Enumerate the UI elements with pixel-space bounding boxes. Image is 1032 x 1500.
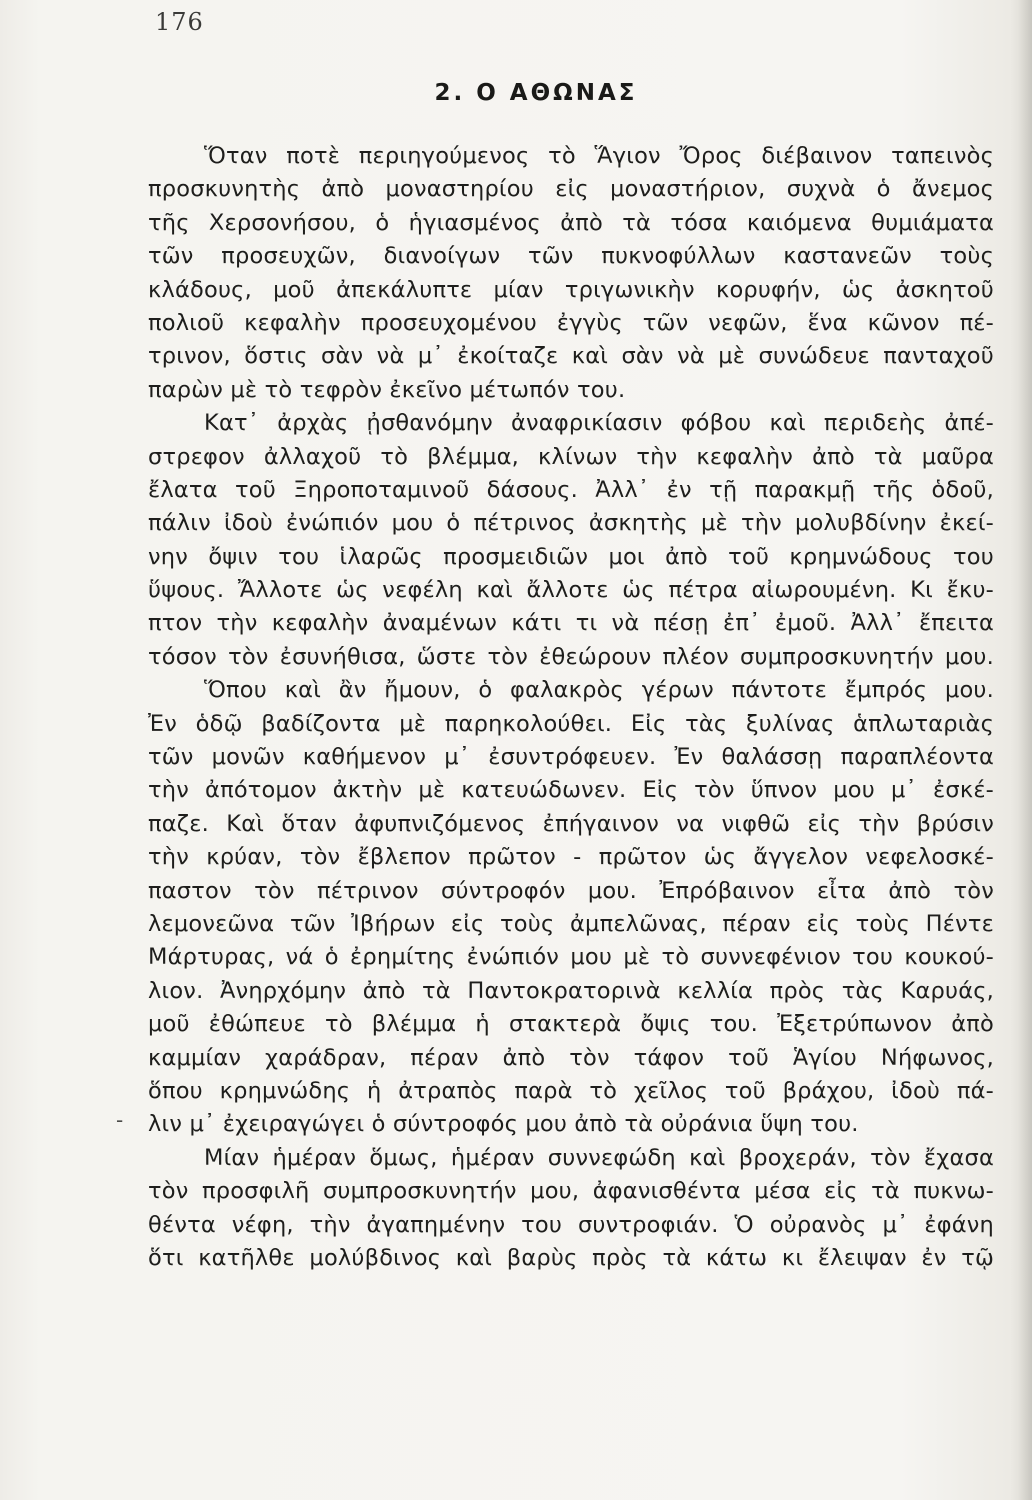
text-line: λιν μ᾿ ἐχειραγώγει ὁ σύντροφός μου ἀπὸ τὰ οὐράνια ὕψη του. [148, 1111, 859, 1138]
text-line: ἔλατα τοῦ Ξηροποταμινοῦ δάσους. Ἀλλ᾿ ἐν τῇ παρακμῇ τῆς ὁδοῦ, [148, 476, 994, 503]
text-line: τὸν προσφιλῆ συμπροσκυνητήν μου, ἀφανισθέντα μέσα εἰς τὰ πυκνω- [148, 1178, 994, 1205]
text-line: πάλιν ἰδοὺ ἐνώπιόν μου ὁ πέτρινος ἀσκητὴς μὲ τὴν μολυβδίνην ἐκεί- [148, 510, 994, 537]
text-line: στρεφον ἀλλαχοῦ τὸ βλέμμα, κλίνων τὴν κεφαλὴν ἀπὸ τὰ μαῦρα [148, 443, 994, 470]
text-line: λεμονεῶνα τῶν Ἰβήρων εἰς τοὺς ἀμπελῶνας, πέραν εἰς τοὺς Πέντε [148, 910, 994, 937]
text-line: τὴν κρύαν, τὸν ἔβλεπον πρῶτον - πρῶτον ὡς ἄγγελον νεφελοσκέ- [148, 844, 994, 871]
text-line: ὕψους. Ἄλλοτε ὡς νεφέλη καὶ ἄλλοτε ὡς πέτρα αἰωρουμένη. Κι ἔκυ- [148, 577, 994, 604]
text-line: τῶν μονῶν καθήμενον μ᾿ ἐσυντρόφευεν. Ἐν θαλάσσῃ παραπλέοντα [148, 744, 994, 771]
text-line: Κατ᾿ ἀρχὰς ᾐσθανόμην ἀναφρικίασιν φόβου καὶ περιδεὴς ἀπέ- [204, 410, 994, 437]
text-line: ὅπου κρημνώδης ἡ ἀτραπὸς παρὰ τὸ χεῖλος τοῦ βράχου, ἰδοὺ πά- [148, 1077, 994, 1104]
text-line: θέντα νέφη, τὴν ἀγαπημένην του συντροφιάν. Ὁ οὐρανὸς μ᾿ ἐφάνη [148, 1211, 994, 1238]
text-line: νην ὄψιν του ἱλαρῶς προσμειδιῶν μοι ἀπὸ τοῦ κρημνώδους του [148, 543, 994, 570]
text-line: τῶν προσευχῶν, διανοίγων τῶν πυκνοφύλλων καστανεῶν τοὺς [148, 243, 994, 270]
text-line: Μάρτυρας, νά ὁ ἐρημίτης ἐνώπιόν μου μὲ τὸ συννεφένιον του κουκού- [148, 944, 994, 971]
text-line: παρὼν μὲ τὸ τεφρὸν ἐκεῖνο μέτωπόν του. [148, 376, 626, 403]
text-line: μοῦ ἐθώπευε τὸ βλέμμα ἡ στακτερὰ ὄψις του. Ἐξετρύπωνον ἀπὸ [148, 1011, 994, 1038]
text-line: Ὅταν ποτὲ περιηγούμενος τὸ Ἅγιον Ὄρος διέβαινον ταπεινὸς [204, 143, 994, 169]
page-number: 176 [155, 8, 204, 36]
text-line: πολιοῦ κεφαλὴν προσευχομένου ἐγγὺς τῶν νεφῶν, ἕνα κῶνον πέ- [148, 309, 994, 336]
body-text [148, 140, 994, 1275]
text-line: τόσον τὸν ἐσυνήθισα, ὥστε τὸν ἐθεώρουν πλέον συμπροσκυνητήν μου. [148, 643, 994, 670]
text-line: Ὅπου καὶ ἂν ἤμουν, ὁ φαλακρὸς γέρων πάντοτε ἔμπρός μου. [204, 677, 994, 704]
text-line: προσκυνητὴς ἀπὸ μοναστηρίου εἰς μοναστήριον, συχνὰ ὁ ἄνεμος [148, 176, 994, 203]
text-line: κλάδους, μοῦ ἀπεκάλυπτε μίαν τριγωνικὴν κορυφήν, ὡς ἀσκητοῦ [148, 276, 994, 303]
text-line: πτον τὴν κεφαλὴν ἀναμένων κάτι τι νὰ πέσῃ ἐπ᾿ ἐμοῦ. Ἀλλ᾿ ἔπειτα [148, 610, 994, 637]
text-line: τρινον, ὅστις σὰν νὰ μ᾿ ἐκοίταζε καὶ σὰν νὰ μὲ συνώδευε πανταχοῦ [148, 343, 994, 370]
text-line: λιον. Ἀνηρχόμην ἀπὸ τὰ Παντοκρατορινὰ κελλία πρὸς τὰς Καρυάς, [148, 977, 994, 1004]
text-line: τῆς Χερσονήσου, ὁ ἡγιασμένος ἀπὸ τὰ τόσα καιόμενα θυμιάματα [148, 209, 994, 236]
text-line: Ἐν ὁδῷ βαδίζοντα μὲ παρηκολούθει. Εἰς τὰς ξυλίνας ἁπλωταριὰς [148, 710, 994, 737]
chapter-title: 2. Ο ΑΘΩΝΑΣ [434, 80, 638, 106]
text-line: ὅτι κατῆλθε μολύβδινος καὶ βαρὺς πρὸς τὰ κάτω κι ἔλειψαν ἐν τῷ [148, 1244, 994, 1271]
page-gutter-shadow [1018, 0, 1032, 1500]
text-line: παζε. Καὶ ὅταν ἀφυπνιζόμενος ἐπήγαινον να νιφθῶ εἰς τὴν βρύσιν [148, 810, 994, 837]
margin-mark: - [116, 1108, 124, 1132]
text-line: Μίαν ἡμέραν ὅμως, ἡμέραν συννεφώδη καὶ βροχεράν, τὸν ἔχασα [204, 1144, 994, 1171]
text-line: καμμίαν χαράδραν, πέραν ἀπὸ τὸν τάφον τοῦ Ἁγίου Νήφωνος, [148, 1044, 994, 1071]
text-line: παστον τὸν πέτρινον σύντροφόν μου. Ἐπρόβαινον εἶτα ἀπὸ τὸν [148, 877, 994, 904]
text-line: τὴν ἀπότομον ἀκτὴν μὲ κατευώδωνεν. Εἰς τὸν ὕπνον μου μ᾿ ἐσκέ- [148, 777, 994, 804]
